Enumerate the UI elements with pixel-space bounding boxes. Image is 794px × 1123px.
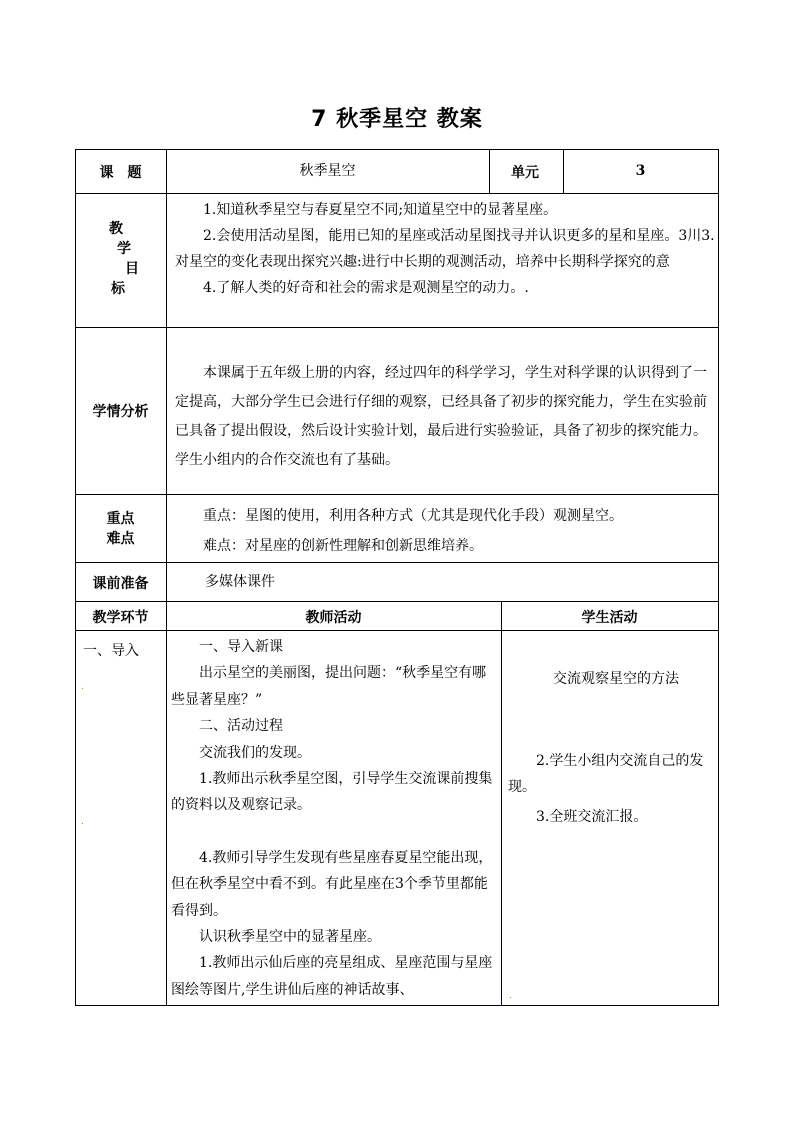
- key-label: [75, 509, 166, 549]
- key-label-line: 重点: [106, 511, 135, 527]
- teacher-activities: [171, 634, 497, 1003]
- goals-label-char: 目: [125, 261, 139, 277]
- analysis-text: [175, 359, 715, 475]
- student-line: 3.全班交流汇报。: [536, 809, 648, 825]
- unit-value: 3: [635, 163, 646, 179]
- stage-name: 一、导入: [83, 643, 139, 659]
- analysis-label: 学情分析: [92, 404, 149, 420]
- teacher-line: 认识秋季星空中的显著星座。: [199, 929, 381, 946]
- student-line: 交流观察星空的方法: [553, 671, 679, 687]
- marker-dot: .: [509, 991, 512, 1001]
- lesson-plan-table: [75, 149, 719, 1006]
- marker-dot: .: [81, 682, 84, 692]
- key-difficulty: 难点：对星座的创新性理解和创新思维培养。: [203, 538, 483, 554]
- prep-label: 课前准备: [92, 576, 149, 592]
- marker-dot: .: [81, 817, 84, 827]
- teacher-line: 4.教师引导学生发现有些星座春夏星空能出现，但在秋季星空中看不到。有此星座在3个季节里都能看得到。: [171, 849, 493, 919]
- teacher-line: 1.教师出示仙后座的亮星组成、星座范围与星座图绘等图片,学生讲仙后座的神话故事、: [171, 955, 493, 998]
- goals-label-char: 标: [111, 281, 125, 297]
- topic-value: 秋季星空: [299, 163, 356, 179]
- goals-label: [109, 219, 159, 299]
- goal-line: 2.会使用活动星图，能用已知的星座或活动星图找寻并认识更多的星和星座。3川3.对星空的变化表现出探究兴趣:进行中长期的观测活动，培养中长期科学探究的意: [175, 228, 715, 270]
- key-content: [175, 501, 715, 561]
- goal-line: 1.知道秋季星空与春夏星空不同;知道星空中的显著星座。: [203, 202, 558, 218]
- analysis-paragraph: 本课属于五年级上册的内容，经过四年的科学学习，学生对科学课的认识得到了一定提高，大部分学生已会进行仔细的观察，已经具备了初步的探究能力，学生在实验前已具备了提出假设，然后设计实验计划，最后进行实验验证，具备了初步的探究能力。学生小组内的合作交流也有了基础。: [175, 365, 707, 468]
- key-label-line: 难点: [106, 531, 135, 547]
- header-student: 学生活动: [581, 610, 638, 626]
- teacher-line: 出示星空的美丽图，提出问题：“秋季星空有哪些显著星座？”: [171, 665, 487, 708]
- goals-content: [175, 197, 715, 301]
- student-activities: [508, 666, 714, 830]
- goal-line: 4.了解人类的好奇和社会的需求是观测星空的动力。.: [203, 280, 529, 296]
- key-point: 重点：星图的使用，利用各种方式（尤其是现代化手段）观测星空。: [203, 508, 623, 524]
- goals-label-char: 学: [117, 241, 131, 257]
- topic-label: 课 题: [99, 165, 142, 181]
- page-title: 7 秋季星空 教案: [311, 107, 483, 132]
- header-teacher: 教师活动: [305, 610, 362, 626]
- header-stage: 教学环节: [92, 610, 149, 626]
- goals-label-char: 教: [109, 221, 123, 237]
- teacher-line: 交流我们的发现。: [199, 744, 311, 761]
- teacher-line: 1.教师出示秋季星空图，引导学生交流课前搜集的资料以及观察记录。: [171, 771, 493, 814]
- prep-value: 多媒体课件: [205, 574, 275, 590]
- teacher-line: 一、导入新课: [199, 639, 283, 655]
- unit-label: 单元: [511, 165, 539, 181]
- teacher-line: 二、活动过程: [199, 718, 283, 735]
- student-line: 2.学生小组内交流自己的发现。: [508, 753, 704, 795]
